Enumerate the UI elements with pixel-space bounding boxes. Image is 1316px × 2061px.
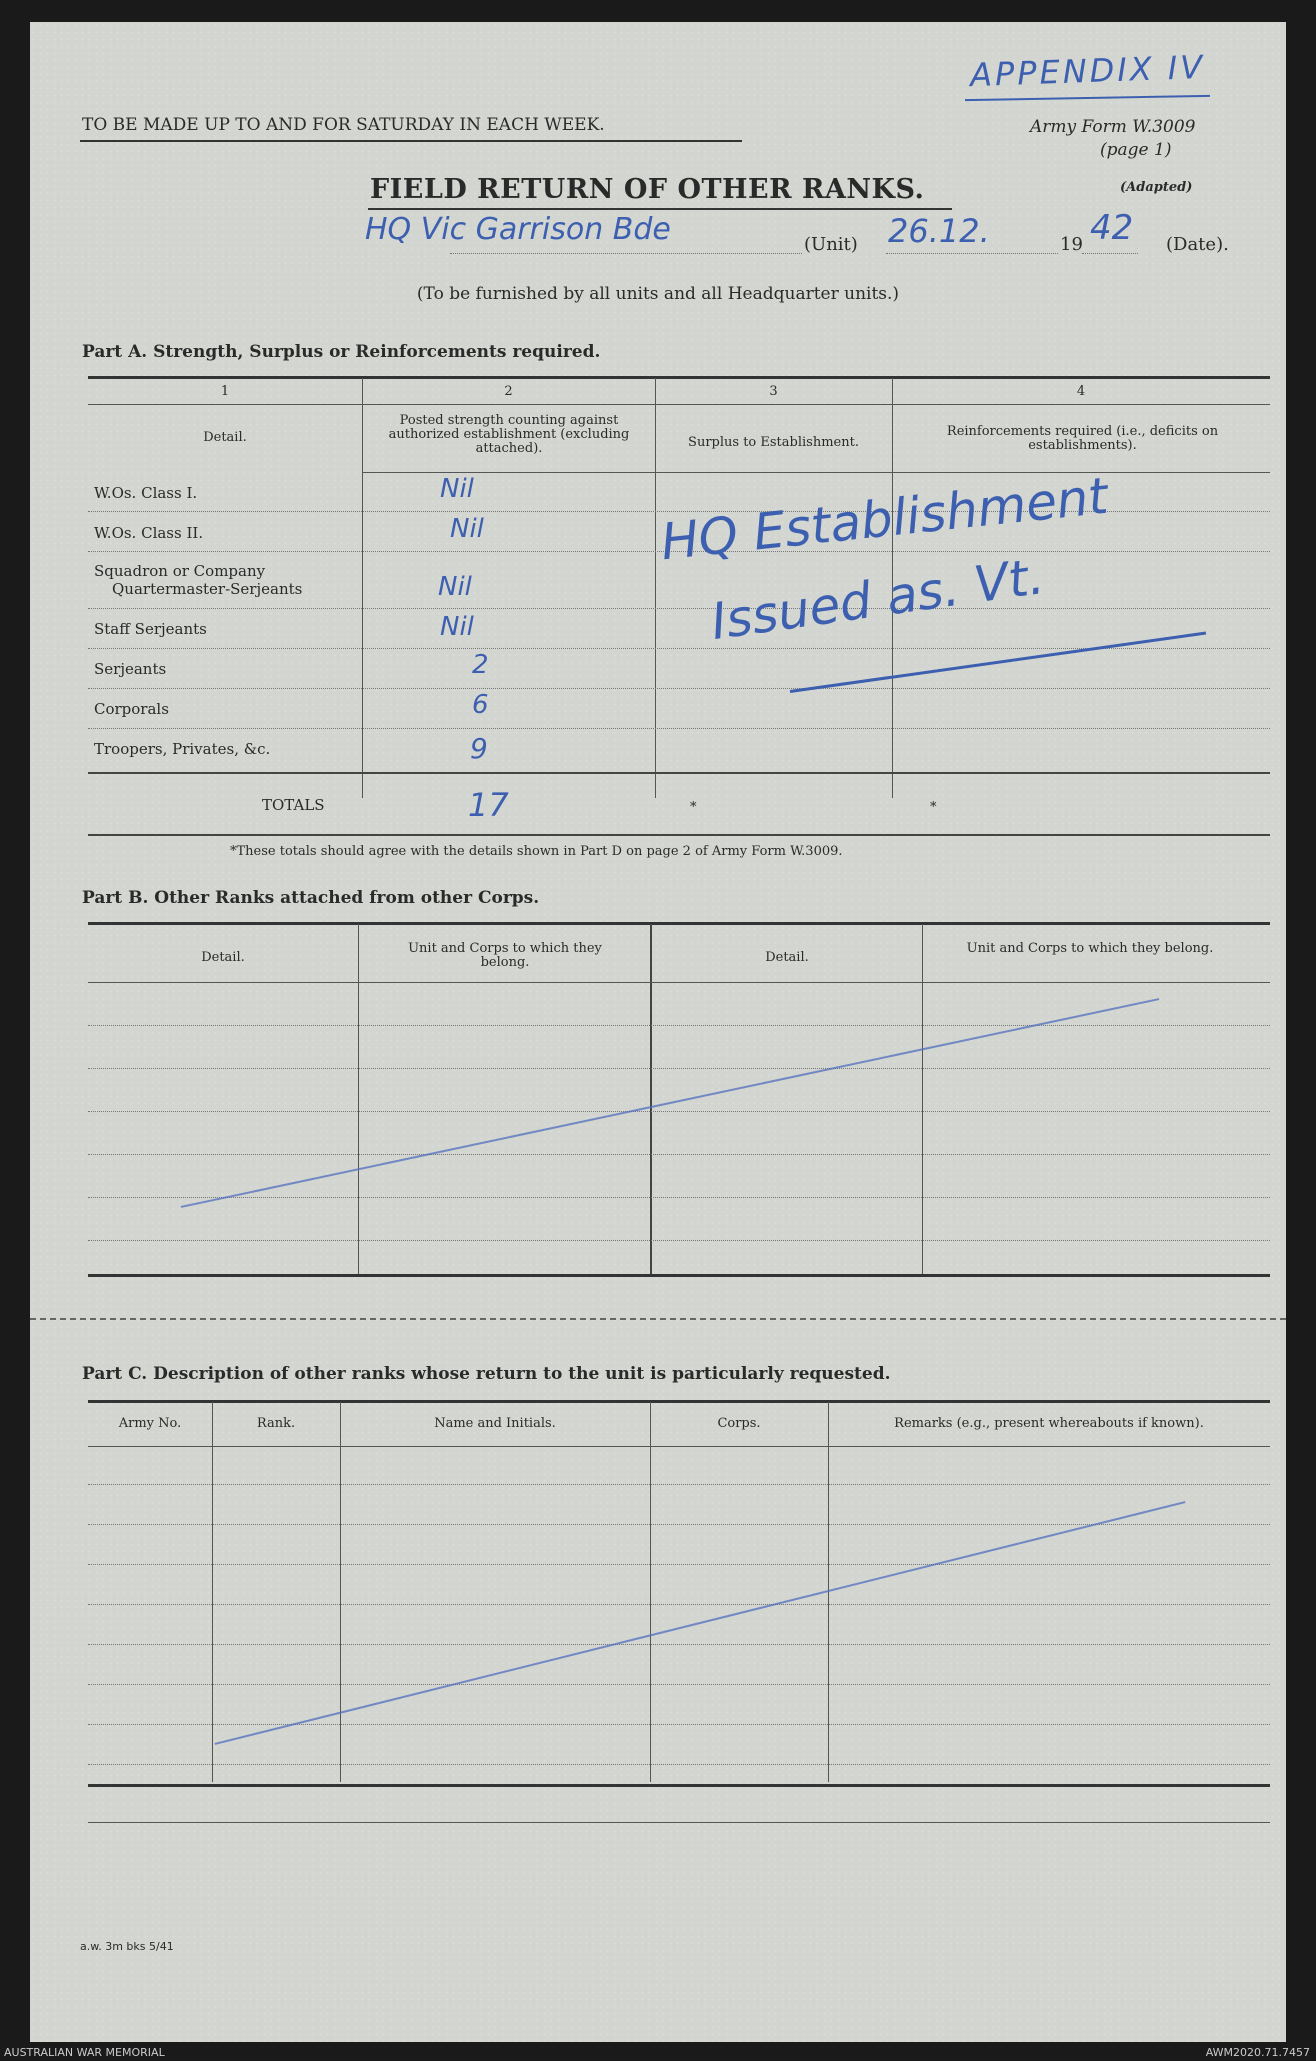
row-posted: Nil — [440, 612, 474, 642]
part-b-row-rule — [88, 1025, 1270, 1026]
header-rule — [362, 472, 1270, 473]
part-b-row-rule — [88, 1068, 1270, 1069]
part-c-top-rule — [88, 1400, 1270, 1403]
part-c-header-army-no: Army No. — [118, 1416, 182, 1431]
part-b-top-rule — [88, 922, 1270, 925]
totals-label: TOTALS — [262, 796, 325, 814]
part-a-top-rule — [88, 376, 1270, 379]
part-c-row-rule — [88, 1724, 1270, 1725]
unit-dotline — [450, 253, 802, 254]
instruction-underline — [80, 140, 742, 142]
col-header-reinforcements: Reinforcements required (i.e., deficits on establishments). — [946, 424, 1219, 453]
footer-accession-number: AWM2020.71.7457 — [1205, 2046, 1310, 2059]
row-detail: Corporals — [94, 700, 169, 718]
part-a-footnote: *These totals should agree with the details shown in Part D on page 2 of Army Form W.3009. — [230, 844, 843, 859]
part-b-heading: Part B. Other Ranks attached from other Corps. — [82, 888, 540, 908]
part-c-vline-3 — [650, 1402, 651, 1782]
handwritten-note-2: Issued as. Vt. — [707, 546, 1048, 652]
row-rule — [88, 728, 1270, 729]
footer-institution: AUSTRALIAN WAR MEMORIAL — [4, 2046, 165, 2059]
row-detail: Staff Serjeants — [94, 620, 207, 638]
row-posted: 6 — [472, 690, 489, 720]
form-sheet — [30, 22, 1286, 2042]
row-detail: W.Os. Class I. — [94, 484, 198, 502]
year-prefix: 19 — [1060, 234, 1083, 255]
col-number-3: 3 — [769, 384, 778, 399]
part-b-bottom-rule — [88, 1274, 1270, 1277]
totals-reinforcement-mark: * — [930, 800, 937, 815]
part-c-header-rule — [88, 1446, 1270, 1447]
row-rule — [88, 608, 1270, 609]
date-value: 26.12. — [888, 212, 990, 250]
row-detail: Troopers, Privates, &c. — [94, 740, 271, 758]
col-header-surplus: Surplus to Establishment. — [688, 435, 859, 450]
col-header-posted: Posted strength counting against authorized establishment (excluding attached). — [388, 413, 630, 456]
part-c-heading: Part C. Description of other ranks whose return to the unit is particularly requested. — [82, 1364, 891, 1384]
adapted-label: (Adapted) — [1120, 180, 1193, 195]
part-c-row-rule — [88, 1484, 1270, 1485]
part-c-vline-2 — [340, 1402, 341, 1782]
part-a-vline-1 — [362, 378, 363, 798]
row-detail: Serjeants — [94, 660, 167, 678]
totals-bottom-rule — [88, 834, 1270, 836]
page-number: (page 1) — [1100, 140, 1172, 160]
appendix-annotation: APPENDIX IV — [969, 47, 1206, 95]
col-number-1: 1 — [220, 384, 230, 399]
unit-label: (Unit) — [804, 234, 858, 255]
row-posted: Nil — [440, 474, 474, 504]
part-b-header-unit-1: Unit and Corps to which they belong. — [408, 941, 602, 970]
part-c-bottom-rule — [88, 1784, 1270, 1787]
appendix-underline — [965, 95, 1210, 101]
part-c-row-rule — [88, 1564, 1270, 1565]
part-c-row-rule — [88, 1644, 1270, 1645]
form-number: Army Form W.3009 — [1030, 117, 1196, 137]
part-b-header-detail-2: Detail. — [765, 950, 809, 965]
part-b-vline-3 — [922, 924, 923, 1274]
printer-code: a.w. 3m bks 5/41 — [80, 1940, 174, 1953]
part-c-end-rule — [88, 1822, 1270, 1823]
year-value: 42 — [1090, 208, 1134, 248]
date-dotline — [886, 253, 1058, 254]
part-a-heading: Part A. Strength, Surplus or Reinforcements required. — [82, 342, 601, 362]
totals-surplus-mark: * — [690, 800, 697, 815]
part-c-header-name: Name and Initials. — [434, 1416, 556, 1431]
date-label: (Date). — [1166, 234, 1229, 255]
col-header-detail: Detail. — [203, 430, 247, 445]
part-c-cancel-stroke — [215, 1501, 1186, 1745]
part-c-row-rule — [88, 1764, 1270, 1765]
part-b-vline-center — [650, 924, 652, 1274]
part-b-row-rule — [88, 1240, 1270, 1241]
handwritten-stroke — [790, 632, 1206, 693]
row-detail-line2: Quartermaster-Serjeants — [112, 580, 303, 598]
handwritten-note-1: HQ Establishment — [658, 466, 1111, 572]
row-posted: 9 — [470, 732, 488, 765]
part-c-row-rule — [88, 1684, 1270, 1685]
totals-top-rule — [88, 772, 1270, 774]
part-b-row-rule — [88, 1197, 1270, 1198]
unit-value: HQ Vic Garrison Bde — [365, 212, 671, 247]
col-number-4: 4 — [1076, 384, 1086, 399]
part-b-header-rule — [88, 982, 1270, 983]
title-underline — [368, 208, 952, 210]
subtitle: (To be furnished by all units and all Headquarter units.) — [416, 284, 900, 304]
row-posted: Nil — [450, 514, 484, 544]
header-instruction: TO BE MADE UP TO AND FOR SATURDAY IN EACH WEEK. — [82, 115, 605, 135]
part-b-vline-1 — [358, 924, 359, 1274]
year-dotline — [1082, 253, 1138, 254]
row-detail: W.Os. Class II. — [94, 524, 204, 542]
part-c-vline-1 — [212, 1402, 213, 1782]
totals-posted: 17 — [468, 786, 509, 824]
row-posted: Nil — [438, 572, 472, 602]
part-c-header-corps: Corps. — [717, 1416, 761, 1431]
part-b-cancel-stroke — [181, 998, 1160, 1208]
part-c-header-rank: Rank. — [256, 1416, 296, 1431]
col-number-rule — [88, 404, 1270, 405]
col-number-2: 2 — [504, 384, 513, 399]
part-b-header-detail-1: Detail. — [201, 950, 245, 965]
part-b-row-rule — [88, 1111, 1270, 1112]
perforation-line — [30, 1318, 1286, 1320]
page-title: FIELD RETURN OF OTHER RANKS. — [370, 174, 925, 205]
row-rule — [88, 688, 1270, 689]
part-b-header-unit-2: Unit and Corps to which they belong. — [966, 941, 1214, 956]
part-c-header-remarks: Remarks (e.g., present whereabouts if known). — [894, 1416, 1204, 1431]
part-c-row-rule — [88, 1604, 1270, 1605]
row-detail: Squadron or Company — [94, 562, 266, 580]
row-posted: 2 — [472, 650, 489, 680]
part-b-row-rule — [88, 1154, 1270, 1155]
